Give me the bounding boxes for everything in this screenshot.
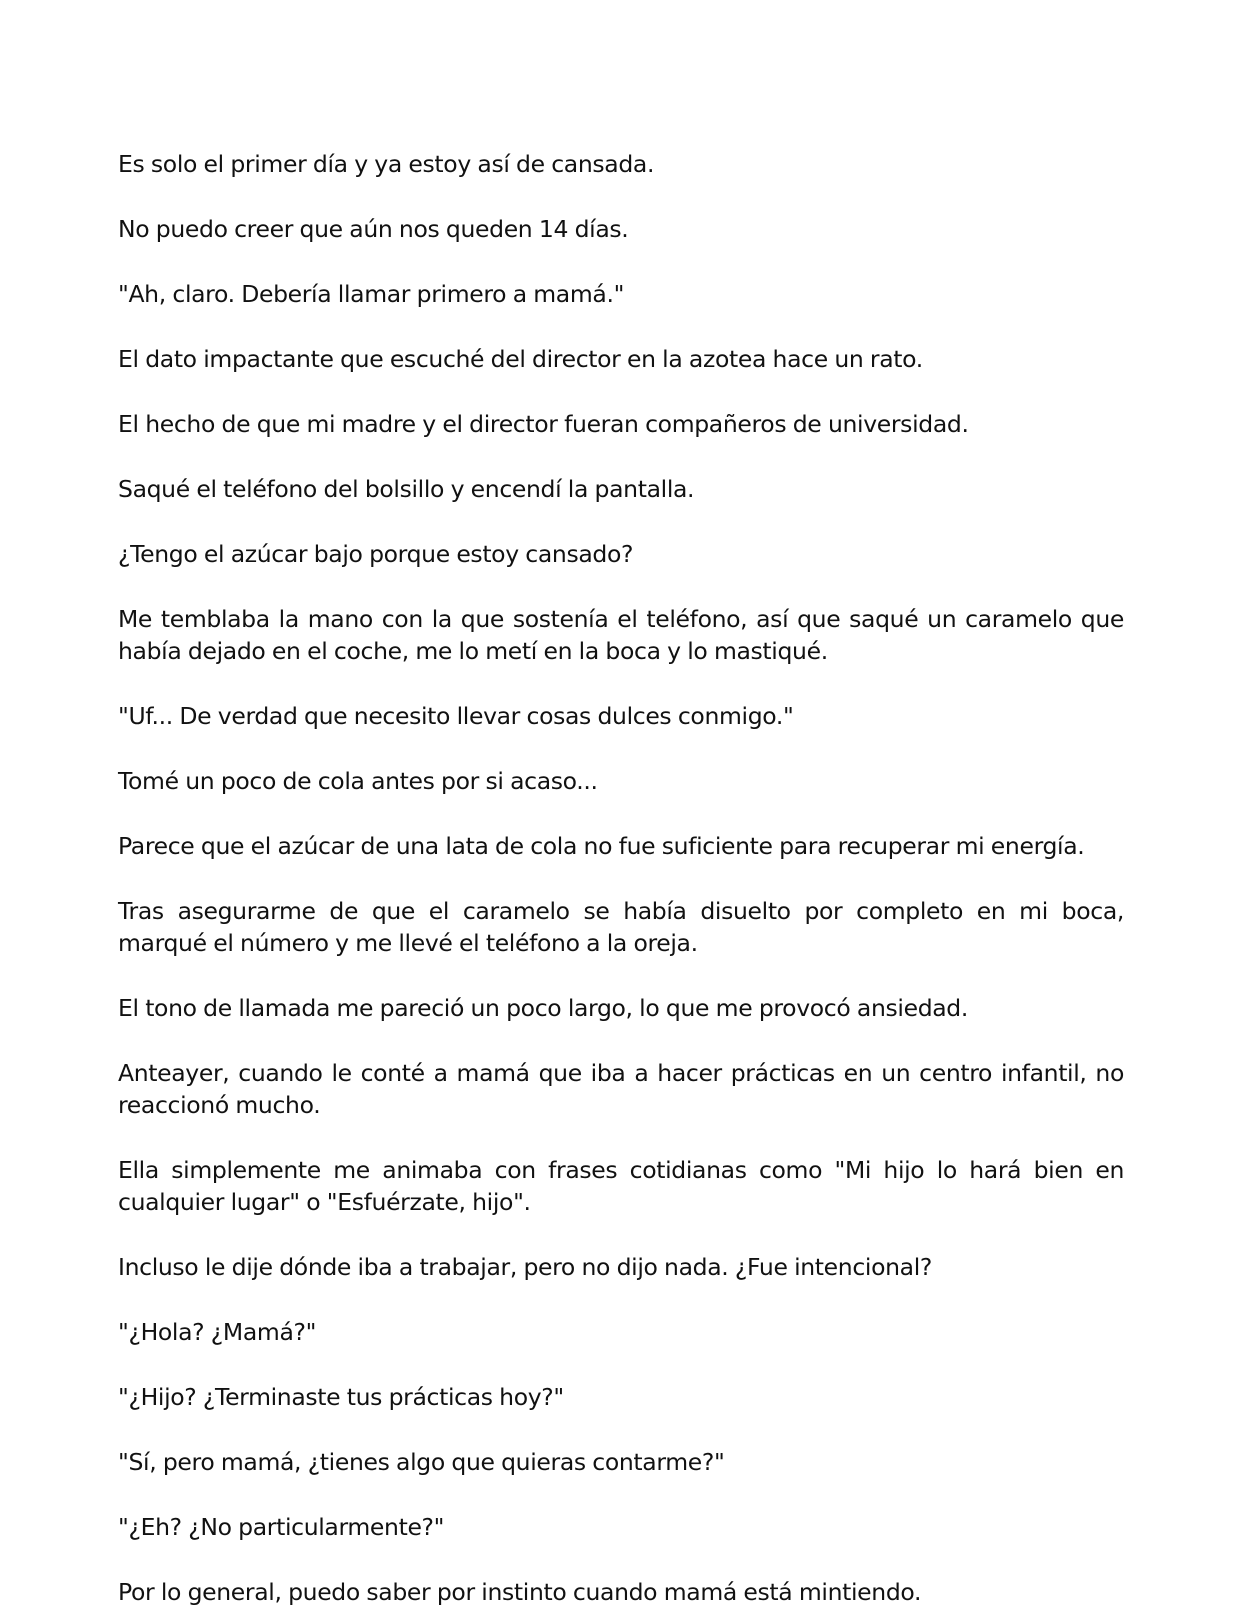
paragraph: ¿Tengo el azúcar bajo porque estoy cansado? [118, 540, 634, 568]
paragraph: No puedo creer que aún nos queden 14 días. [118, 215, 629, 243]
paragraph: Por lo general, puedo saber por instinto cuando mamá está mintiendo. [118, 1578, 922, 1606]
paragraph: Me temblaba la mano con la que sostenía el teléfono, así que saqué un caramelo que había dejado en el coche, me lo metí en la boca y lo mastiqué. [118, 605, 1124, 665]
paragraph: "¿Hola? ¿Mamá?" [118, 1318, 317, 1346]
paragraph: Parece que el azúcar de una lata de cola no fue suficiente para recuperar mi energía. [118, 832, 1085, 860]
paragraph: Ella simplemente me animaba con frases cotidianas como "Mi hijo lo hará bien en cualquier lugar" o "Esfuérzate, hijo". [118, 1156, 1124, 1216]
paragraph: "Ah, claro. Debería llamar primero a mamá." [118, 280, 625, 308]
paragraph: "¿Eh? ¿No particularmente?" [118, 1513, 445, 1541]
paragraph: El dato impactante que escuché del director en la azotea hace un rato. [118, 345, 923, 373]
paragraph: El tono de llamada me pareció un poco largo, lo que me provocó ansiedad. [118, 994, 968, 1022]
document-body [118, 148, 1124, 1620]
paragraph: Saqué el teléfono del bolsillo y encendí la pantalla. [118, 475, 695, 503]
paragraph: "Sí, pero mamá, ¿tienes algo que quieras contarme?" [118, 1448, 725, 1476]
paragraph: Es solo el primer día y ya estoy así de cansada. [118, 150, 655, 178]
paragraph: Incluso le dije dónde iba a trabajar, pero no dijo nada. ¿Fue intencional? [118, 1253, 932, 1281]
paragraph: Tomé un poco de cola antes por si acaso... [118, 767, 598, 795]
paragraph: El hecho de que mi madre y el director fueran compañeros de universidad. [118, 410, 969, 438]
paragraph: Tras asegurarme de que el caramelo se había disuelto por completo en mi boca, marqué el número y me llevé el teléfono a la oreja. [118, 897, 1124, 957]
paragraph: Anteayer, cuando le conté a mamá que iba a hacer prácticas en un centro infantil, no reaccionó mucho. [118, 1059, 1124, 1119]
paragraph: "¿Hijo? ¿Terminaste tus prácticas hoy?" [118, 1383, 564, 1411]
paragraph: "Uf... De verdad que necesito llevar cosas dulces conmigo." [118, 702, 794, 730]
